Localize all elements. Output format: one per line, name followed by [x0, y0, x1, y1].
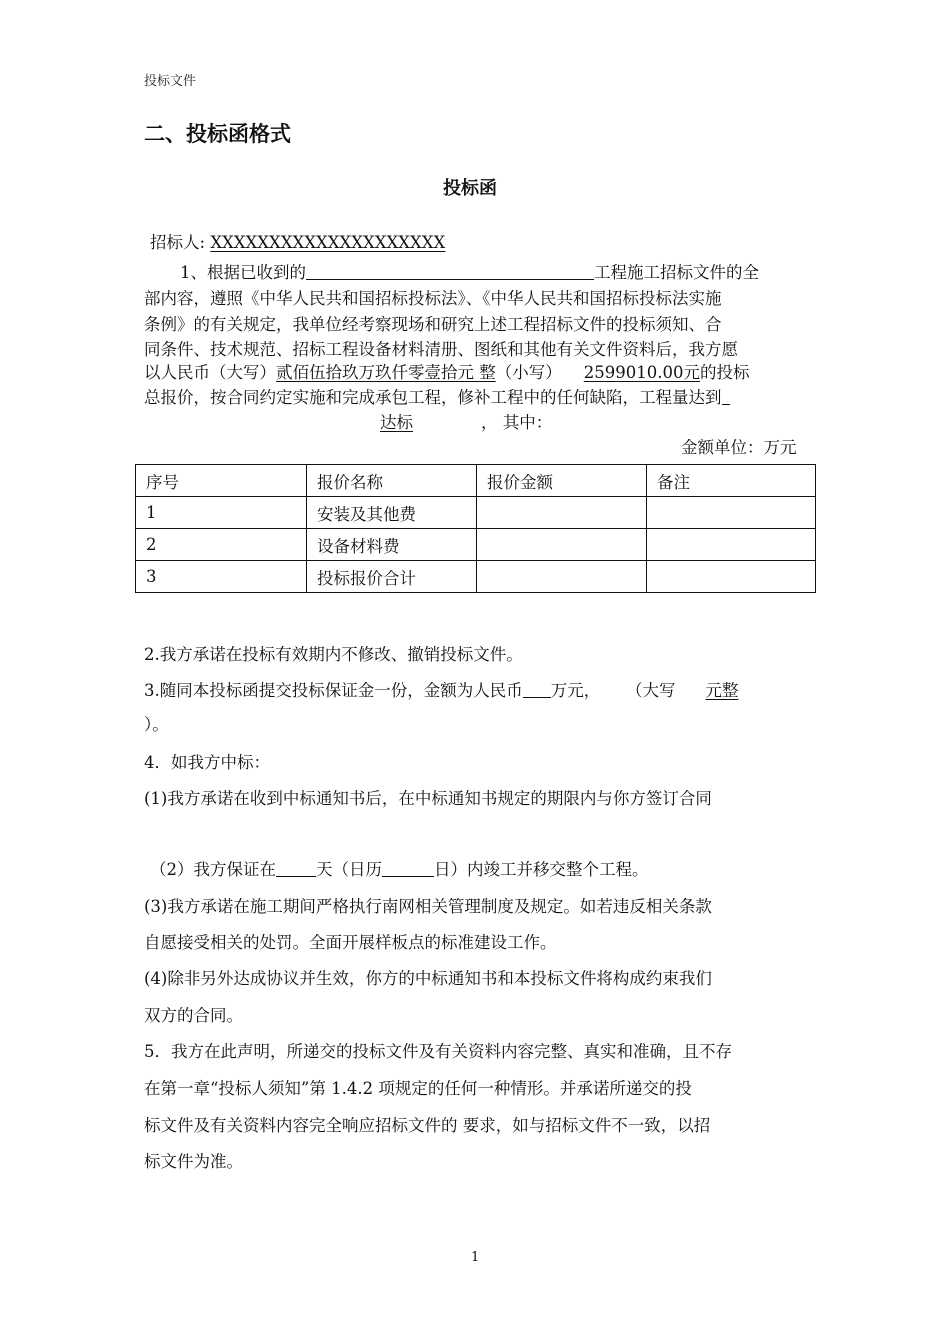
clause-4-4-line2: 双方的合同。: [144, 1006, 243, 1025]
table-row: [136, 561, 816, 593]
cell-amount: [477, 529, 647, 561]
cell-no: 1: [136, 497, 307, 529]
amount-unit-note: 金额单位：万元: [681, 438, 797, 457]
tenderer-line: [150, 229, 445, 253]
cell-name: 设备材料费: [307, 529, 477, 561]
para1-line5-a: 以人民币（大写）: [144, 363, 276, 382]
cell-name: 投标报价合计: [307, 561, 477, 593]
cell-no: 3: [136, 561, 307, 593]
para1-line1: [180, 259, 759, 283]
bond-amount-blank: [523, 681, 551, 698]
cell-remark: [647, 497, 816, 529]
clause-5-line3: 标文件及有关资料内容完全响应招标文件的 要求，如与招标文件不一致，以招: [144, 1116, 711, 1135]
header-cell-remark: 备注: [647, 465, 816, 497]
clause-3-line1: [144, 677, 739, 701]
para1-line6-text: 总报价，按合同约定实施和完成承包工程，修补工程中的任何缺陷，工程量达到: [144, 388, 722, 407]
tenderer-value: XXXXXXXXXXXXXXXXXXXX: [210, 233, 446, 252]
clause-4-2: [150, 856, 649, 880]
para1-line3: 条例》的有关规定，我单位经考察现场和研究上述工程招标文件的投标须知、合: [144, 315, 722, 334]
days-blank: [276, 860, 316, 877]
para1-line4: 同条件、技术规范、招标工程设备材料清册、图纸和其他有关文件资料后，我方愿: [144, 340, 738, 359]
document-title: 投标函: [443, 178, 497, 199]
cell-no: 2: [136, 529, 307, 561]
cell-amount: [477, 561, 647, 593]
clause-4-4-line1: (4)除非另外达成协议并生效，你方的中标通知书和本投标文件将构成约束我们: [144, 969, 712, 988]
para1-line7: [380, 409, 552, 433]
header-cell-name: 报价名称: [307, 465, 477, 497]
para1-line7-b: ， 其中：: [481, 413, 553, 432]
table-header-row: [136, 465, 816, 497]
table-row: [136, 529, 816, 561]
clause-3-c: （大写: [634, 681, 676, 700]
clause-4: 4．如我方中标：: [144, 753, 270, 772]
clause-5-line1: 5．我方在此声明，所递交的投标文件及有关资料内容完整、真实和准确，且不存: [144, 1042, 732, 1061]
para1-line5: [144, 359, 749, 383]
clause-4-3-line1: (3)我方承诺在施工期间严格执行南网相关管理制度及规定。如若违反相关条款: [144, 897, 712, 916]
calendar-days-blank: [382, 860, 434, 877]
quantity-standard-value: 达标: [380, 413, 413, 432]
cell-name: 安装及其他费: [307, 497, 477, 529]
clause-2: 2.我方承诺在投标有效期内不修改、撤销投标文件。: [144, 645, 523, 664]
header-cell-no: 序号: [136, 465, 307, 497]
clause-4-1: (1)我方承诺在收到中标通知书后，在中标通知书规定的期限内与你方签订合同: [144, 789, 712, 808]
project-name-blank: [306, 263, 594, 280]
header-cell-amount: 报价金额: [477, 465, 647, 497]
bond-amount-words: 元整: [705, 681, 739, 700]
clause-5-line2: 在第一章“投标人须知”第 1.4.2 项规定的任何一种情形。并承诺所递交的投: [144, 1079, 692, 1098]
quotation-table: [135, 464, 816, 593]
clause-3-a: 3.随同本投标函提交投标保证金一份，金额为人民币: [144, 681, 523, 700]
para1-line1-a: 1、根据已收到的: [180, 263, 306, 282]
table-row: [136, 497, 816, 529]
amount-in-figures: 2599010.00元: [583, 363, 700, 382]
section-title: 二、投标函格式: [144, 122, 291, 146]
para1-line1-b: 工程施工招标文件的全: [594, 263, 759, 282]
clause-3-line2: ）。: [144, 715, 169, 734]
amount-in-words: 贰佰伍拾玖万玖仟零壹拾元 整: [276, 363, 496, 382]
para1-line5-c: 的投标: [699, 363, 750, 382]
cell-amount: [477, 497, 647, 529]
clause-4-2-b: 天（日历: [316, 860, 382, 879]
clause-5-line4: 标文件为准。: [144, 1152, 243, 1171]
cell-remark: [647, 529, 816, 561]
para1-line2: 部内容，遵照《中华人民共和国招标投标法》、《中华人民共和国招标投标法实施: [144, 289, 722, 308]
clause-4-2-c: 日）内竣工并移交整个工程。: [434, 860, 649, 879]
clause-4-2-a: （2）我方保证在: [150, 860, 276, 879]
running-header: 投标文件: [144, 74, 197, 89]
cell-remark: [647, 561, 816, 593]
clause-4-3-line2: 自愿接受相关的处罚。全面开展样板点的标准建设工作。: [144, 933, 557, 952]
clause-3-b: 万元，: [550, 681, 601, 700]
page-number: 1: [471, 1250, 480, 1265]
quantity-blank: [722, 388, 730, 405]
para1-line6: [144, 384, 730, 408]
para1-line5-b: （小写）: [495, 363, 562, 382]
tenderer-label: 招标人:: [150, 233, 206, 252]
